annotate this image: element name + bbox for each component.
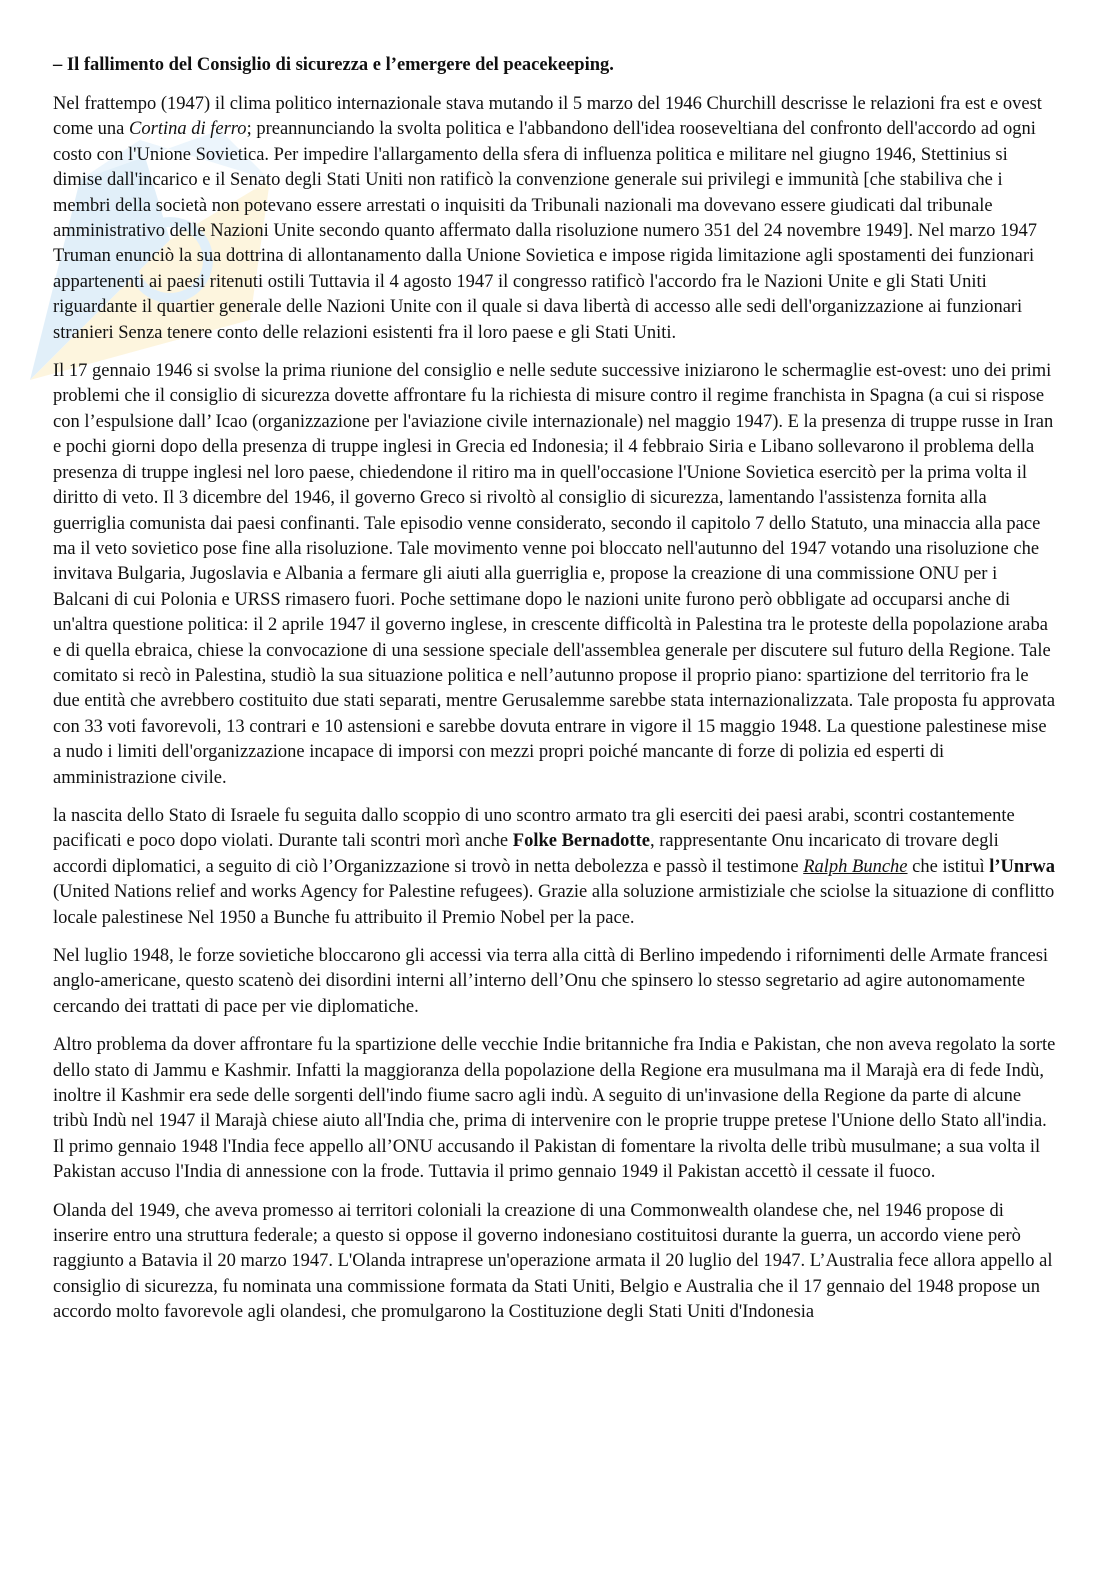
p3-bold-name: Folke Bernadotte <box>512 831 650 852</box>
paragraph-3 <box>53 804 1056 931</box>
paragraph-1 <box>53 92 1056 346</box>
p3-text-a: la nascita dello Stato di Israele fu seguita dallo scoppio di uno scontro armato tra gli eserciti dei paesi arabi, scontri costantemente pacificati e poco dopo violati. Durante tali scontri morì anche <box>53 805 1015 852</box>
ralph-bunche-link[interactable]: Ralph Bunche <box>803 856 908 877</box>
p1-text-b: ; preannunciando la svolta politica e l'abbandono dell'idea rooseveltiana del confronto dell'accordo ad ogni costo con l'Unione Sovietica. Per impedire l'allargamento della sfera di influenza politica e militare nel giugno 1946, Stettinius si dimise dall'incarico e il Senato degli Stati Uniti non ratificò la convenzione generale sui privilegi e immunità [che stabiliva che i membri della società non potevano essere arrestati o inquisiti da Tribunali nazionali ma dovevano essere giudicati dal tribunale amministrativo delle Nazioni Unite secondo quanto affermato dalla risoluzione numero 351 del 24 novembre 1949]. Nel marzo 1947 Truman enunciò la sua dottrina di allontanamento dalla Unione Sovietica e impose rigida limitazione agli spostamenti dei funzionari appartenenti ai paesi ritenuti ostili Tuttavia il 4 agosto 1947 il congresso ratificò l'accordo fra le Nazioni Unite e gli Stati Uniti riguardante il quartier generale delle Nazioni Unite con il quale si dava libertà di accesso alle sedi dell'organizzazione ai funzionari stranieri Senza tenere conto delle relazioni esistenti fra il loro paese e gli Stati Uniti. <box>53 119 1037 343</box>
paragraph-5: Altro problema da dover affrontare fu la spartizione delle vecchie Indie britanniche fra India e Pakistan, che non aveva regolato la sorte dello stato di Jammu e Kashmir. Infatti la maggioranza della popolazione della Regione era musulmana ma il Marajà era di fede Indù, inoltre il Kashmir era sede delle sorgenti dell'indo fiume sacro agli indù. A seguito di un'invasione della Regione da parte di alcune tribù Indù nel 1947 il Marajà chiese aiuto all'India che, prima di intervenire con le proprie truppe pretese l'Unione dello Stato all'india. Il primo gennaio 1948 l'India fece appello all’ONU accusando il Pakistan di fomentare la rivolta delle tribù musulmane; a sua volta il Pakistan accuso l'India di annessione con la frode. Tuttavia il primo gennaio 1949 il Pakistan accettò il cessate il fuoco. <box>53 1035 1056 1183</box>
p3-text-b: , rappresentante Onu incaricato di trovare degli accordi diplomatici, a seguito di ciò l’Organizzazione si trovò in netta debolezza e passò il testimone <box>53 831 999 877</box>
p3-text-c: che istituì <box>907 856 990 877</box>
p1-text-a: Nel frattempo (1947) il clima politico internazionale stava mutando il 5 marzo del 1946 Churchill descrisse le relazioni fra est e ovest come una <box>53 94 1042 140</box>
p3-bold-unrwa: l’Unrwa <box>989 856 1055 877</box>
p3-text-d: (United Nations relief and works Agency for Palestine refugees). Grazie alla soluzione armistiziale che sciolse la situazione di conflitto locale palestinese Nel 1950 a Bunche fu attribuito il Premio Nobel per la pace. <box>53 882 1055 928</box>
document-page <box>53 52 1056 1339</box>
paragraph-6: Olanda del 1949, che aveva promesso ai territori coloniali la creazione di una Commonwealth olandese che, nel 1946 propose di inserire entro una struttura federale; a questo si oppose il governo indonesiano costituitosi durante la guerra, un accordo viene però raggiunto a Batavia il 20 marzo 1947. L'Olanda intraprese un'operazione armata il 20 luglio del 1947. L’Australia fece allora appello al consiglio di sicurezza, fu nominata una commissione formata da Stati Uniti, Belgio e Australia che il 17 gennaio del 1948 propose un accordo molto favorevole agli olandesi, che promulgarono la Costituzione degli Stati Uniti d'Indonesia <box>53 1200 1053 1323</box>
p1-italic-term: Cortina di ferro <box>129 119 247 140</box>
section-heading: – Il fallimento del Consiglio di sicurezza e l’emergere del peacekeeping. <box>53 55 614 75</box>
paragraph-2: Il 17 gennaio 1946 si svolse la prima riunione del consiglio e nelle sedute successive iniziarono le schermaglie est-ovest: uno dei primi problemi che il consiglio di sicurezza dovette affrontare fu la richiesta di misure contro il regime franchista in Spagna (a cui si rispose con l’espulsione dall’ Icao (organizzazione per l'aviazione civile internazionale) nel maggio 1947). E la presenza di truppe russe in Iran e pochi giorni dopo della presenza di truppe inglesi in Grecia ed Indonesia; il 4 febbraio Siria e Libano sollevarono il problema della presenza di truppe inglesi nel loro paese, chiedendone il ritiro ma in quell'occasione l'Unione Sovietica esercitò per la prima volta il diritto di veto. Il 3 dicembre del 1946, il governo Greco si rivoltò al consiglio di sicurezza, lamentando l'assistenza fornita alla guerriglia comunista dai paesi confinanti. Tale episodio venne considerato, secondo il capitolo 7 dello Statuto, una minaccia alla pace ma il veto sovietico pose fine alla risoluzione. Tale movimento venne poi bloccato nell'autunno del 1947 votando una risoluzione che invitava Bulgaria, Jugoslavia e Albania a fermare gli aiuti alla guerriglia e, propose la creazione di una commissione ONU per i Balcani di cui Polonia e URSS rimasero fuori. Poche settimane dopo le nazioni unite furono però obbligate ad occuparsi anche di un'altra questione politica: il 2 aprile 1947 il governo inglese, in crescente difficoltà in Palestina tra le proteste della popolazione araba e di quella ebraica, chiese la convocazione di una sessione speciale dell'assemblea generale per discutere sul futuro della Regione. Tale comitato si recò in Palestina, studiò la sua situazione politica e nell’autunno propose il proprio piano: spartizione del territorio fra le due entità che avrebbero costituito due stati separati, mentre Gerusalemme sarebbe stata internazionalizzata. Tale proposta fu approvata con 33 voti favorevoli, 13 contrari e 10 astensioni e sarebbe dovuta entrare in vigore il 15 maggio 1948. La questione palestinese mise a nudo i limiti dell'organizzazione incapace di imporsi con mezzi propri poiché mancante di forze di polizia ed esperti di amministrazione civile. <box>53 361 1056 788</box>
paragraph-4: Nel luglio 1948, le forze sovietiche bloccarono gli accessi via terra alla città di Berlino impedendo i rifornimenti delle Armate francesi anglo-americane, questo scatenò dei disordini interni all’interno dell’Onu che spinsero lo stesso segretario ad agire autonomamente cercando dei trattati di pace per vie diplomatiche. <box>53 946 1049 1017</box>
